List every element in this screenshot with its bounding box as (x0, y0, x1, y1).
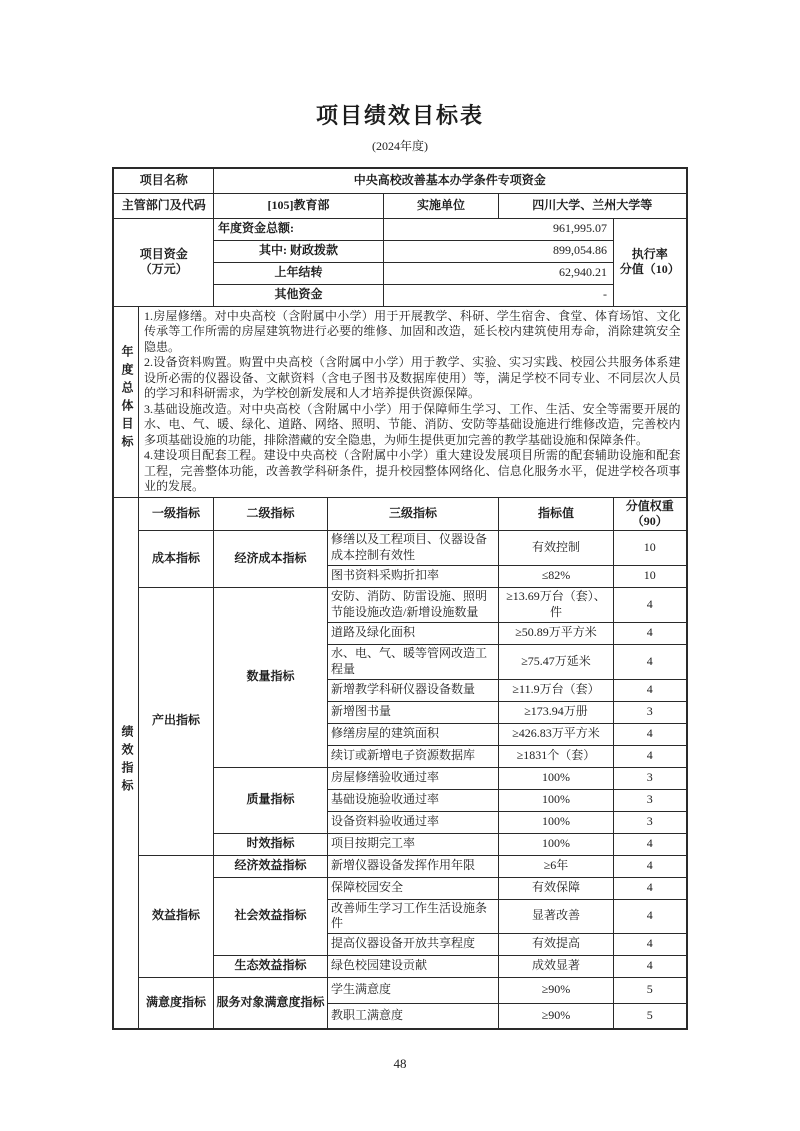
weight-cell: 10 (614, 565, 687, 587)
indicator-row (113, 587, 686, 622)
table-row (113, 168, 686, 193)
l3-cell: 房屋修缮验收通过率 (328, 767, 499, 789)
weight-cell: 4 (614, 644, 687, 679)
weight-cell: 10 (614, 530, 687, 565)
weight-cell: 5 (614, 1003, 687, 1029)
l3-cell: 基础设施验收通过率 (328, 789, 499, 811)
value-cell: ≥173.94万册 (499, 701, 614, 723)
execution-score-line1: 执行率 (631, 247, 668, 261)
weight-cell: 5 (614, 977, 687, 1003)
dept-value-cell: [105]教育部 (214, 193, 384, 218)
impl-value-cell: 四川大学、兰州大学等 (499, 193, 687, 218)
dept-label-cell: 主管部门及代码 (113, 193, 213, 218)
funding-label-cell (113, 218, 213, 306)
project-name-label-cell: 项目名称 (113, 168, 213, 193)
l3-cell: 安防、消防、防雷设施、照明节能设施改造/新增设施数量 (328, 587, 499, 622)
annual-goals-side-label: 年度总体目标 (120, 345, 135, 454)
value-cell: 100% (499, 767, 614, 789)
l2-cell: 时效指标 (214, 833, 328, 855)
weight-cell: 4 (614, 723, 687, 745)
indicator-row (113, 977, 686, 1003)
weight-cell: 4 (614, 622, 687, 644)
l3-cell: 项目按期完工率 (328, 833, 499, 855)
weight-cell: 4 (614, 933, 687, 955)
weight-cell: 4 (614, 679, 687, 701)
indicator-header-row (113, 497, 686, 530)
l3-cell: 新增教学科研仪器设备数量 (328, 679, 499, 701)
value-cell: ≥90% (499, 977, 614, 1003)
indicators-side-cell (113, 497, 138, 1029)
weight-cell: 3 (614, 767, 687, 789)
value-cell: ≤82% (499, 565, 614, 587)
table-row (113, 193, 686, 218)
goal-paragraph: 1.房屋修缮。对中央高校（含附属中小学）用于开展教学、科研、学生宿舍、食堂、体育场馆、文化传承等工作所需的房屋建筑物进行必要的维修、加固和改造，延长校内建筑使用寿命，消除建筑安全隐患。 (143, 308, 681, 354)
page-title: 项目绩效目标表 (315, 103, 484, 128)
annual-goals-text (138, 306, 686, 497)
value-cell: 成效显著 (499, 955, 614, 977)
l2-cell: 质量指标 (214, 767, 328, 833)
col-header-level1: 一级指标 (138, 497, 213, 530)
l2-cell: 数量指标 (214, 587, 328, 767)
goal-paragraph: 3.基础设施改造。对中央高校（含附属中小学）用于保障师生学习、工作、生活、安全等需要开展的水、电、气、暖、绿化、道路、网络、照明、节能、消防、安防等基础设施进行维修改造，完善校内多项基础设施的功能，排除潜藏的安全隐患，为师生提供更加完善的教学基础设施和保障条件。 (143, 401, 681, 447)
value-cell: ≥11.9万台（套） (499, 679, 614, 701)
value-cell: ≥1831个（套） (499, 745, 614, 767)
funding-item-value: - (384, 284, 614, 306)
value-cell: 有效控制 (499, 530, 614, 565)
value-cell: ≥75.47万延米 (499, 644, 614, 679)
weight-cell: 4 (614, 855, 687, 877)
funding-item-value: 899,054.86 (384, 240, 614, 262)
l3-cell: 图书资料采购折扣率 (328, 565, 499, 587)
l2-cell: 经济效益指标 (214, 855, 328, 877)
l2-cell: 服务对象满意度指标 (214, 977, 328, 1029)
funding-item-label: 其他资金 (214, 284, 384, 306)
col-header-value: 指标值 (499, 497, 614, 530)
funding-label-line1: 项目资金 (139, 247, 188, 261)
indicators-side-label: 绩效指标 (120, 724, 135, 797)
l3-cell: 学生满意度 (328, 977, 499, 1003)
value-cell: 100% (499, 789, 614, 811)
weight-cell: 4 (614, 745, 687, 767)
value-cell: ≥6年 (499, 855, 614, 877)
funding-item-label: 年度资金总额: (214, 218, 384, 240)
execution-score-cell (614, 218, 687, 306)
col-header-weight-line2: （90） (631, 513, 668, 528)
l3-cell: 修缮以及工程项目、仪器设备成本控制有效性 (328, 530, 499, 565)
weight-cell: 3 (614, 701, 687, 723)
l3-cell: 新增仪器设备发挥作用年限 (328, 855, 499, 877)
value-cell: 有效保障 (499, 877, 614, 899)
l1-cell: 效益指标 (138, 855, 213, 977)
weight-cell: 4 (614, 587, 687, 622)
goal-paragraph: 2.设备资料购置。购置中央高校（含附属中小学）用于教学、实验、实习实践、校园公共服务体系建设所必需的仪器设备、文献资料（含电子图书及数据库使用）等，满足学校不同专业、不同层次人员的学习和科研需求，为学校创新发展和人才培养提供资源保障。 (143, 355, 681, 400)
indicator-row (113, 855, 686, 877)
l3-cell: 续订或新增电子资源数据库 (328, 745, 499, 767)
annual-goals-side-cell (113, 306, 138, 497)
weight-cell: 4 (614, 955, 687, 977)
weight-cell: 4 (614, 833, 687, 855)
funding-item-label: 其中: 财政拨款 (214, 240, 384, 262)
l2-cell: 社会效益指标 (214, 877, 328, 955)
impl-label-cell: 实施单位 (384, 193, 499, 218)
l3-cell: 绿色校园建设贡献 (328, 955, 499, 977)
funding-item-value: 62,940.21 (384, 262, 614, 284)
weight-cell: 3 (614, 811, 687, 833)
col-header-level2: 二级指标 (214, 497, 328, 530)
weight-cell: 4 (614, 899, 687, 933)
annual-goals-row (113, 306, 686, 497)
page-number: 48 (393, 1056, 407, 1072)
l1-cell: 产出指标 (138, 587, 213, 855)
value-cell: 100% (499, 833, 614, 855)
value-cell: ≥13.69万台（套）、件 (499, 587, 614, 622)
funding-label-line2: （万元） (139, 262, 188, 276)
l3-cell: 设备资料验收通过率 (328, 811, 499, 833)
goal-paragraph: 4.建设项目配套工程。建设中央高校（含附属中小学）重大建设发展项目所需的配套辅助设施和配套工程，完善整体功能，改善教学科研条件，提升校园整体网络化、信息化服务水平，促进学校各项事业的发展。 (143, 448, 681, 493)
page-subtitle: (2024年度) (372, 139, 428, 153)
l3-cell: 修缮房屋的建筑面积 (328, 723, 499, 745)
funding-item-value: 961,995.07 (384, 218, 614, 240)
l3-cell: 提高仪器设备开放共享程度 (328, 933, 499, 955)
value-cell: 有效提高 (499, 933, 614, 955)
indicator-row (113, 530, 686, 565)
performance-target-table (112, 167, 687, 1030)
l1-cell: 满意度指标 (138, 977, 213, 1029)
col-header-weight (614, 497, 687, 530)
l3-cell: 教职工满意度 (328, 1003, 499, 1029)
l3-cell: 新增图书量 (328, 701, 499, 723)
funding-row (113, 218, 686, 240)
l2-cell: 经济成本指标 (214, 530, 328, 587)
value-cell: ≥90% (499, 1003, 614, 1029)
l3-cell: 道路及绿化面积 (328, 622, 499, 644)
l3-cell: 水、电、气、暖等管网改造工程量 (328, 644, 499, 679)
project-name-value-cell: 中央高校改善基本办学条件专项资金 (214, 168, 687, 193)
l1-cell: 成本指标 (138, 530, 213, 587)
col-header-level3: 三级指标 (328, 497, 499, 530)
l2-cell: 生态效益指标 (214, 955, 328, 977)
l3-cell: 保障校园安全 (328, 877, 499, 899)
weight-cell: 4 (614, 877, 687, 899)
value-cell: ≥426.83万平方米 (499, 723, 614, 745)
value-cell: ≥50.89万平方米 (499, 622, 614, 644)
value-cell: 100% (499, 811, 614, 833)
l3-cell: 改善师生学习工作生活设施条件 (328, 899, 499, 933)
col-header-weight-line1: 分值权重 (625, 498, 674, 513)
value-cell: 显著改善 (499, 899, 614, 933)
weight-cell: 3 (614, 789, 687, 811)
execution-score-line2: 分值（10） (619, 262, 680, 276)
funding-item-label: 上年结转 (214, 262, 384, 284)
